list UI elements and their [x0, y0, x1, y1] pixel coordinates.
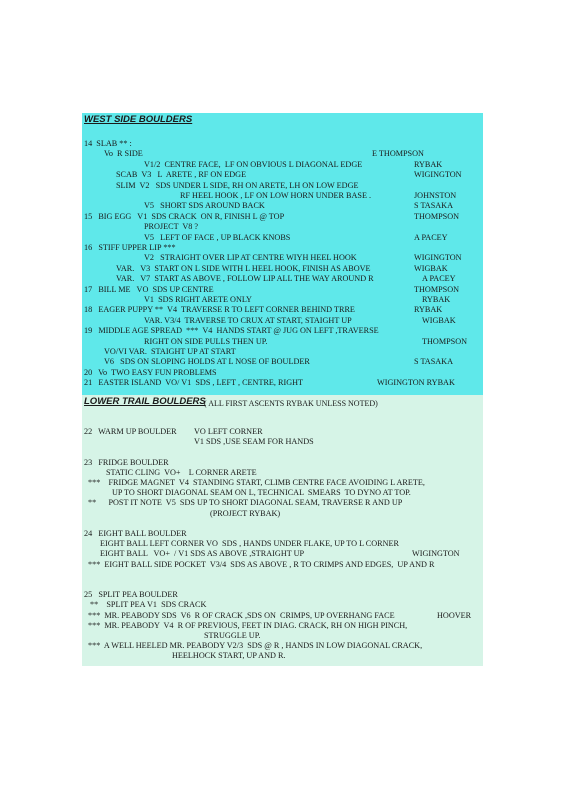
problem-text: ** SPLIT PEA V1 SDS CRACK: [90, 600, 207, 610]
problem-text: *** MR. PEABODY V4 R OF PREVIOUS, FEET IN DIAG. CRACK, RH ON HIGH PINCH,: [88, 620, 408, 630]
problem-text: STATIC CLING VO+ L CORNER ARETE: [106, 467, 257, 477]
problem-text: WIGINGTON: [412, 549, 460, 559]
problem-text: (PROJECT RYBAK): [210, 508, 281, 518]
problem-text: Vo R SIDE: [104, 149, 143, 159]
problem-text: 23 FRIDGE BOULDER: [84, 457, 169, 467]
problem-text: EIGHT BALL LEFT CORNER VO SDS , HANDS UNDER FLAKE, UP TO L CORNER: [100, 539, 400, 549]
problem-text: A PACEY: [422, 274, 456, 284]
west-heading: WEST SIDE BOULDERS: [84, 114, 193, 125]
problem-text: EIGHT BALL VO+ / V1 SDS AS ABOVE ,STRAIGHT UP: [100, 549, 305, 559]
lower-trail-boulders-section: [82, 395, 483, 666]
problem-text: THOMPSON: [414, 284, 460, 294]
problem-text: THOMPSON: [422, 336, 468, 346]
problem-text: *** A WELL HEELED MR. PEABODY V2/3 SDS @ R , HANDS IN LOW DIAGONAL CRACK,: [88, 641, 423, 651]
problem-text: S TASAKA: [414, 201, 454, 211]
problem-text: UP TO SHORT DIAGONAL SEAM ON L, TECHNICAL SMEARS TO DYNO AT TOP.: [112, 488, 411, 498]
problem-text: SLIM V2 SDS UNDER L SIDE, RH ON ARETE, LH ON LOW EDGE: [116, 180, 359, 190]
lower-heading: LOWER TRAIL BOULDERS: [84, 396, 206, 407]
problem-text: RIGHT ON SIDE PULLS THEN UP.: [144, 336, 268, 346]
problem-text: THOMPSON: [414, 211, 460, 221]
problem-text: RYBAK: [414, 159, 443, 169]
problem-text: V2 STRAIGHT OVER LIP AT CENTRE WIYH HEEL HOOK: [144, 253, 357, 263]
problem-text: WIGBAK: [422, 315, 456, 325]
problem-text: V1 SDS ,USE SEAM FOR HANDS: [194, 437, 314, 447]
problem-text: S TASAKA: [414, 357, 454, 367]
problem-text: V6 SDS ON SLOPING HOLDS AT L NOSE OF BOULDER: [104, 357, 310, 367]
problem-text: WIGINGTON RYBAK: [377, 378, 455, 388]
problem-text: 16 STIFF UPPER LIP ***: [84, 243, 176, 252]
problem-text: 15 BIG EGG V1 SDS CRACK ON R, FINISH L @ TOP: [84, 211, 285, 221]
west-side-boulders-section: [82, 113, 483, 395]
problem-text: JOHNSTON: [414, 191, 457, 200]
problem-text: PROJECT V8 ?: [144, 222, 199, 232]
problem-text: RYBAK: [414, 305, 443, 315]
problem-text: WIGINGTON: [414, 170, 462, 180]
problem-text: HEELHOCK START, UP AND R.: [172, 651, 286, 661]
problem-text: ** POST IT NOTE V5 SDS UP TO SHORT DIAGONAL SEAM, TRAVERSE R AND UP: [88, 498, 403, 508]
problem-text: RF HEEL HOOK , LF ON LOW HORN UNDER BASE .: [180, 191, 372, 200]
problem-text: SCAB V3 L ARETE , RF ON EDGE: [116, 170, 247, 180]
problem-text: HOOVER: [437, 610, 472, 620]
problem-text: 21 EASTER ISLAND VO/ V1 SDS , LEFT , CENTRE, RIGHT: [84, 378, 304, 388]
problem-text: VAR. V3/4 TRAVERSE TO CRUX AT START, STAIGHT UP: [144, 315, 352, 325]
problem-text: V1/2 CENTRE FACE, LF ON OBVIOUS L DIAGONAL EDGE: [144, 159, 363, 169]
problem-text: *** MR. PEABODY SDS V6 R OF CRACK ,SDS ON CRIMPS, UP OVERHANG FACE: [88, 610, 395, 620]
problem-text: 22 WARM UP BOULDER: [84, 427, 177, 436]
problem-text: VO LEFT CORNER: [194, 427, 263, 436]
problem-text: RYBAK: [422, 295, 451, 304]
problem-text: *** FRIDGE MAGNET V4 STANDING START, CLIMB CENTRE FACE AVOIDING L ARETE,: [88, 478, 425, 487]
problem-text: A PACEY: [414, 232, 448, 242]
problem-text: WIGINGTON: [414, 253, 462, 263]
problem-text: V1 SDS RIGHT ARETE ONLY: [144, 295, 252, 304]
problem-text: VO/VI VAR. STAIGHT UP AT START: [104, 347, 236, 356]
problem-text: 17 BILL ME VO SDS UP CENTRE: [84, 284, 214, 294]
problem-text: V5 LEFT OF FACE , UP BLACK KNOBS: [144, 232, 291, 242]
problem-text: V5 SHORT SDS AROUND BACK: [144, 201, 265, 211]
problem-text: E THOMPSON: [372, 149, 424, 159]
problem-text: 24 EIGHT BALL BOULDER: [84, 529, 187, 538]
problem-text: VAR. V7 START AS ABOVE , FOLLOW LIP ALL THE WAY AROUND R: [116, 274, 374, 284]
problem-text: *** EIGHT BALL SIDE POCKET V3/4 SDS AS ABOVE , R TO CRIMPS AND EDGES, UP AND R: [88, 559, 435, 569]
lower-note: ( ALL FIRST ASCENTS RYBAK UNLESS NOTED): [204, 399, 378, 408]
problem-text: STRUGGLE UP.: [204, 631, 261, 640]
problem-text: 20 Vo TWO EASY FUN PROBLEMS: [84, 367, 217, 377]
problem-text: WIGBAK: [414, 263, 448, 273]
problem-text: 25 SPLIT PEA BOULDER: [84, 590, 178, 600]
problem-text: 19 MIDDLE AGE SPREAD *** V4 HANDS START @ JUG ON LEFT ,TRAVERSE: [84, 326, 379, 336]
problem-text: 18 EAGER PUPPY ** V4 TRAVERSE R TO LEFT CORNER BEHIND TRRE: [84, 305, 355, 315]
problem-text: VAR. V3 START ON L SIDE WITH L HEEL HOOK, FINISH AS ABOVE: [116, 263, 371, 273]
problem-text: 14 SLAB ** :: [84, 139, 132, 148]
